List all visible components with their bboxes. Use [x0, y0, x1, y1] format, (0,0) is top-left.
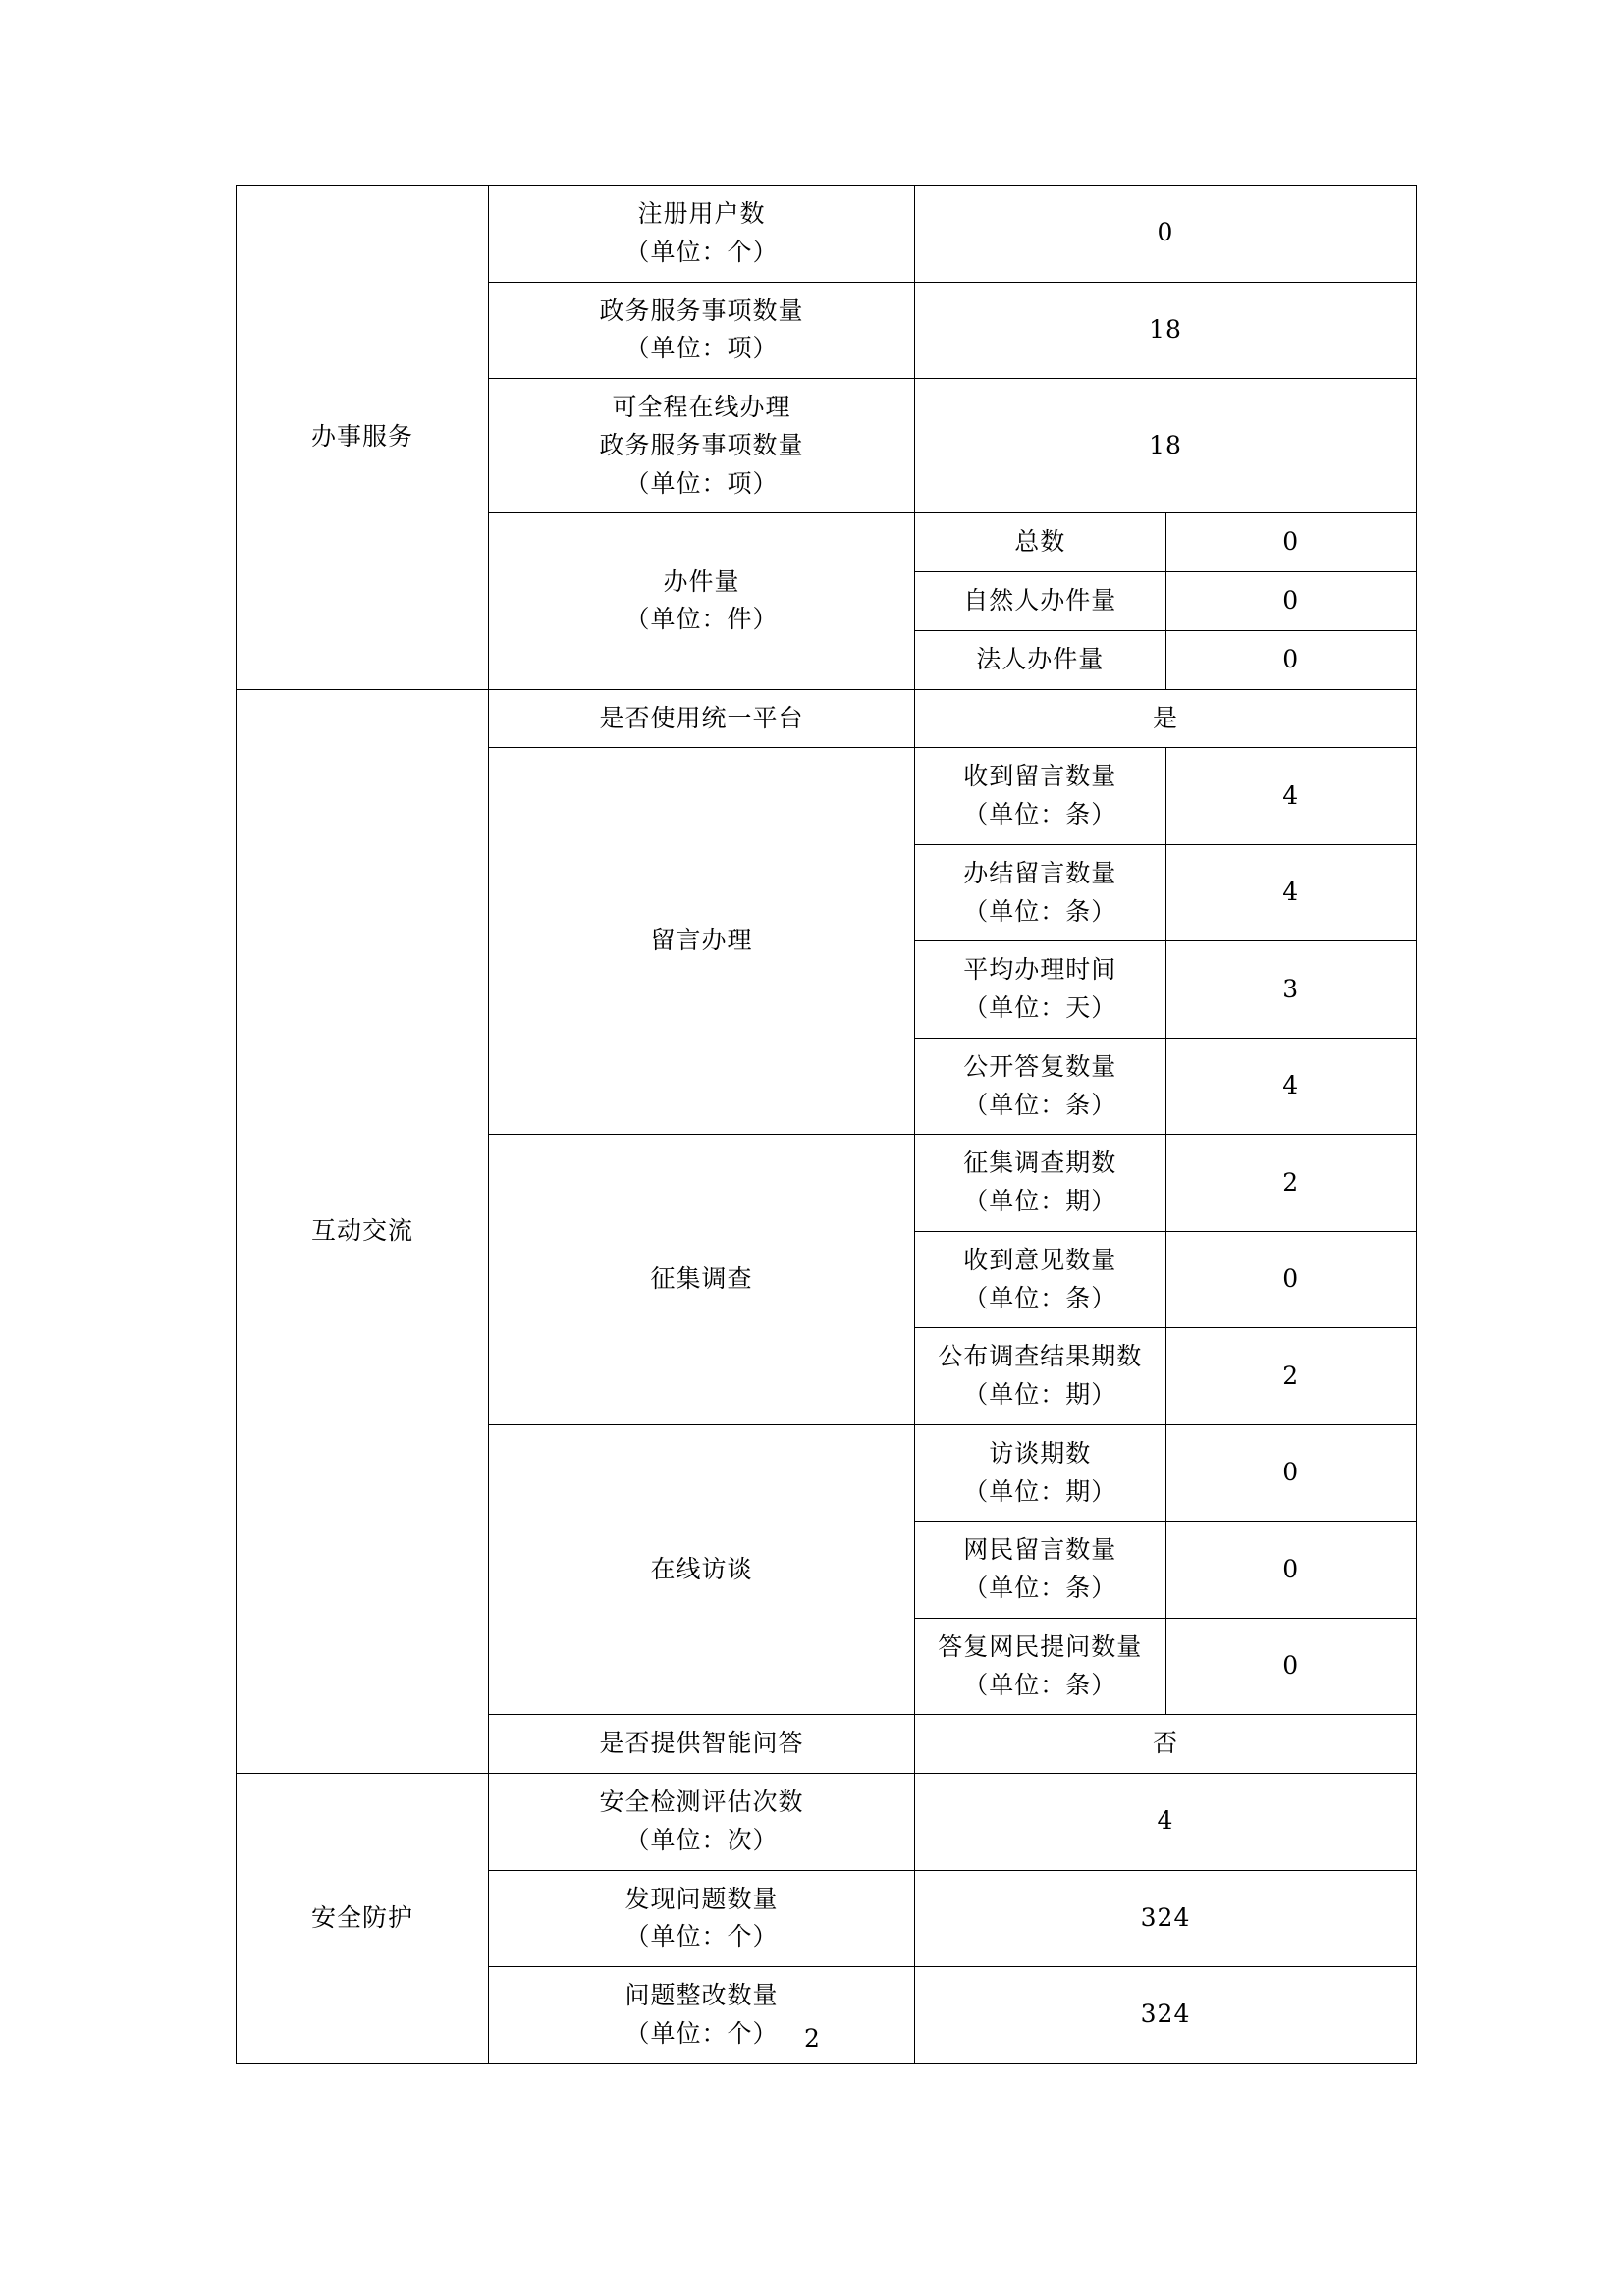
submetric-value-survey-count: 2: [1165, 1135, 1417, 1232]
metric-label-text-line1: 可全程在线办理: [612, 393, 791, 421]
submetric-label-messages-received: [915, 748, 1166, 845]
submetric-label-text: 访谈期数: [989, 1438, 1092, 1468]
submetric-unit-text: （单位：条）: [963, 896, 1117, 926]
submetric-label-published-results: [915, 1328, 1166, 1425]
metric-value-service-items: 18: [915, 282, 1417, 379]
metric-value-registered-users: 0: [915, 186, 1417, 283]
metric-label-text-line2: 政务服务事项数量: [599, 430, 804, 459]
submetric-value-published-results: 2: [1165, 1328, 1417, 1425]
submetric-label-text: 收到留言数量: [963, 762, 1117, 791]
submetric-unit-text: （单位：天）: [963, 993, 1117, 1022]
metric-label-text: 问题整改数量: [624, 1981, 779, 2009]
metric-unit-text: （单位：个）: [624, 237, 779, 266]
metric-unit-text: （单位：个）: [624, 2018, 779, 2048]
submetric-label-text: 办结留言数量: [963, 858, 1117, 887]
submetric-label-public-replies: [915, 1038, 1166, 1135]
category-cell-security: 安全防护: [237, 1774, 489, 2064]
submetric-value-average-handling-time: 3: [1165, 941, 1417, 1039]
submetric-label-answered-questions: [915, 1618, 1166, 1715]
metric-label-issues-found: [489, 1870, 915, 1967]
submetric-label-opinions-received: [915, 1231, 1166, 1328]
metric-label-service-items: [489, 282, 915, 379]
metric-label-smart-qa: 是否提供智能问答: [489, 1715, 915, 1774]
metric-label-case-volume: [489, 513, 915, 689]
submetric-label-netizen-messages: [915, 1522, 1166, 1619]
government-website-statistics-table: [236, 185, 1417, 2064]
submetric-label-text: 答复网民提问数量: [938, 1631, 1143, 1661]
metric-value-security-assessments: 4: [915, 1774, 1417, 1871]
submetric-unit-text: （单位：期）: [963, 1187, 1117, 1215]
submetric-unit-text: （单位：条）: [963, 1283, 1117, 1312]
submetric-label-survey-count: [915, 1135, 1166, 1232]
metric-unit-text: （单位：项）: [624, 468, 779, 498]
submetric-label-legal-person: 法人办件量: [915, 630, 1166, 689]
metric-label-survey: 征集调查: [489, 1135, 915, 1425]
table-row: [237, 1774, 1417, 1871]
submetric-label-text: 公开答复数量: [963, 1051, 1117, 1081]
submetric-label-messages-completed: [915, 844, 1166, 941]
submetric-unit-text: （单位：条）: [963, 800, 1117, 828]
submetric-value-messages-completed: 4: [1165, 844, 1417, 941]
submetric-label-text: 公布调查结果期数: [938, 1342, 1143, 1371]
submetric-unit-text: （单位：条）: [963, 1574, 1117, 1602]
submetric-label-text: 征集调查期数: [963, 1148, 1117, 1178]
submetric-value-answered-questions: 0: [1165, 1618, 1417, 1715]
metric-label-text: 办件量: [663, 566, 740, 596]
metric-label-text: 安全检测评估次数: [599, 1788, 804, 1816]
submetric-label-average-handling-time: [915, 941, 1166, 1039]
submetric-unit-text: （单位：条）: [963, 1670, 1117, 1699]
submetric-unit-text: （单位：期）: [963, 1380, 1117, 1409]
submetric-label-natural-person: 自然人办件量: [915, 572, 1166, 631]
metric-label-online-service-items: [489, 379, 915, 513]
page-number: 2: [804, 2024, 820, 2053]
metric-label-text: 政务服务事项数量: [599, 295, 804, 325]
submetric-unit-text: （单位：期）: [963, 1476, 1117, 1506]
table-row: [237, 186, 1417, 283]
submetric-value-total: 0: [1165, 513, 1417, 572]
statistics-table-wrapper: [236, 185, 1389, 2064]
submetric-label-text: 网民留言数量: [963, 1535, 1117, 1565]
metric-label-text: 注册用户数: [637, 199, 766, 228]
submetric-value-public-replies: 4: [1165, 1038, 1417, 1135]
submetric-value-netizen-messages: 0: [1165, 1522, 1417, 1619]
submetric-value-legal-person: 0: [1165, 630, 1417, 689]
submetric-unit-text: （单位：条）: [963, 1090, 1117, 1119]
submetric-value-interview-count: 0: [1165, 1424, 1417, 1522]
category-cell-interaction: 互动交流: [237, 689, 489, 1774]
table-row: [237, 689, 1417, 748]
metric-label-message-handling: 留言办理: [489, 748, 915, 1135]
metric-value-online-service-items: 18: [915, 379, 1417, 513]
metric-unit-text: （单位：件）: [624, 605, 779, 634]
metric-unit-text: （单位：个）: [624, 1922, 779, 1951]
metric-unit-text: （单位：次）: [624, 1825, 779, 1854]
metric-label-registered-users: [489, 186, 915, 283]
submetric-label-text: 平均办理时间: [963, 955, 1117, 985]
submetric-value-natural-person: 0: [1165, 572, 1417, 631]
metric-value-issues-found: 324: [915, 1870, 1417, 1967]
category-cell-service: 办事服务: [237, 186, 489, 690]
metric-value-smart-qa: 否: [915, 1715, 1417, 1774]
metric-label-online-interview: 在线访谈: [489, 1424, 915, 1715]
submetric-label-text: 收到意见数量: [963, 1245, 1117, 1274]
metric-value-unified-platform: 是: [915, 689, 1417, 748]
metric-value-issues-fixed: 324: [915, 1967, 1417, 2064]
submetric-value-messages-received: 4: [1165, 748, 1417, 845]
submetric-value-opinions-received: 0: [1165, 1231, 1417, 1328]
metric-label-text: 发现问题数量: [624, 1884, 779, 1913]
submetric-label-interview-count: [915, 1424, 1166, 1522]
metric-label-security-assessments: [489, 1774, 915, 1871]
metric-unit-text: （单位：项）: [624, 334, 779, 363]
metric-label-unified-platform: 是否使用统一平台: [489, 689, 915, 748]
submetric-label-total: 总数: [915, 513, 1166, 572]
